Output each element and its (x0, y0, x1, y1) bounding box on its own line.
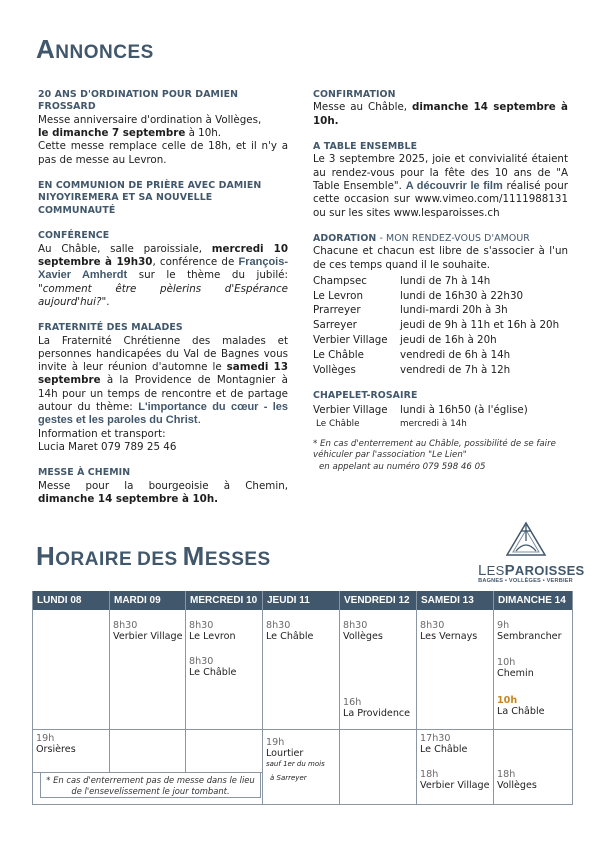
mass-schedule-table (32, 591, 573, 805)
ordination-title: 20 ANS D'ORDINATION POUR DAMIEN FROSSARD (38, 89, 239, 113)
col-jeudi: JEUDI 11 (267, 595, 310, 606)
schedule-footnote: * En cas d'enterrement pas de messe dans le lieu de l'ensevelissement le jour tombant. (40, 772, 261, 798)
jeudi-mass-evening: 19h Lourtier sauf 1er du mois à Sarreyer (266, 737, 325, 782)
mardi-mass-1: 8h30 Verbier Village (113, 620, 183, 643)
logo-name: LESPAROISSES (478, 562, 585, 579)
adoration-time: jeudi de 9h à 11h et 16h à 20h (400, 319, 560, 332)
conference-title: CONFÉRENCE (38, 230, 110, 242)
left-column (38, 89, 288, 506)
col-mardi: MARDI 09 (114, 595, 161, 606)
adoration-time: lundi de 16h30 à 22h30 (400, 289, 524, 302)
adoration-time: lundi-mardi 20h à 3h (400, 304, 508, 317)
fraternite-text: La Fraternité Chrétienne des malades et personnes handicapées du Val de Bagnes vous invite à leur réunion d'automne le samedi 13 septembre à la Providence de Montagnier à 14h pour un temps de rencontre et de partage autour du thème: L'importance du cœur - les gestes et les paroles du Christ. Information et transport: Lucia Maret 079 789 25 46 (38, 334, 288, 453)
adoration-place: Champsec (313, 274, 367, 287)
logo-subtitle: BAGNES • VOLLÈGES • VERBIER (478, 578, 573, 584)
communion-title: EN COMMUNION DE PRIÈRE AVEC DAMIEN NIYOYIREMERA ET SA NOUVELLE COMMUNAUTÉ (38, 180, 262, 216)
adoration-intro: Chacune et chacun est libre de s'associer à l'un de ces temps quand il le souhaite. (313, 245, 568, 271)
adoration-place: Le Levron (313, 289, 363, 302)
vendredi-mass-1: 8h30 Vollèges (343, 620, 383, 643)
col-dimanche: DIMANCHE 14 (498, 595, 566, 606)
adoration-time: vendredi de 6h à 14h (400, 348, 511, 361)
samedi-mass-1: 8h30 Les Vernays (420, 620, 478, 643)
horaire-title: HORAIRE DES MESSES (36, 541, 271, 571)
adoration-title: ADORATION - MON RENDEZ-VOUS D'AMOUR (313, 232, 530, 244)
conference-speaker-link[interactable]: François-Xavier Amherdt (38, 255, 288, 282)
vendredi-mass-2: 16h La Providence (343, 697, 411, 720)
adoration-place: Prarreyer (313, 304, 361, 317)
adoration-place: Sarreyer (313, 319, 357, 332)
confirmation-text: Messe au Châble, dimanche 14 septembre à 10h. (313, 101, 568, 127)
col-samedi: SAMEDI 13 (421, 595, 474, 606)
mercredi-mass-2: 8h30 Le Châble (189, 656, 237, 679)
col-vendredi: VENDREDI 12 (344, 595, 410, 606)
les-paroisses-logo (478, 521, 585, 584)
dimanche-mass-evening: 18h Vollèges (497, 769, 537, 792)
adoration-place: Vollèges (313, 363, 356, 376)
adoration-place: Verbier Village (313, 334, 388, 347)
paroisses-emblem-icon (504, 521, 548, 559)
fraternite-title: FRATERNITÉ DES MALADES (38, 322, 183, 334)
table-header (32, 591, 573, 610)
mercredi-mass-1: 8h30 Le Levron (189, 620, 236, 643)
chemin-title: MESSE À CHEMIN (38, 467, 131, 479)
col-lundi: LUNDI 08 (37, 595, 82, 606)
adoration-time: lundi de 7h à 14h (400, 274, 491, 287)
chapelet-note: * En cas d'enterrement au Châble, possibilité de se faire véhiculer par l'association "Le Lien" en appelant au numéro 079 598 46 05 (313, 438, 556, 472)
lundi-mass-evening: 19h Orsières (36, 733, 76, 756)
confirmation-title: CONFIRMATION (313, 89, 396, 100)
right-column (313, 89, 568, 473)
adoration-time: jeudi de 16h à 20h (400, 334, 497, 347)
adoration-place: Le Châble (313, 348, 364, 361)
dimanche-mass-2: 10h Chemin (497, 657, 534, 680)
fraternite-theme-link[interactable]: L'importance du cœur - les gestes et les paroles du Christ (38, 401, 288, 427)
table-ensemble-title: A TABLE ENSEMBLE (313, 141, 418, 152)
chapelet-title: CHAPELET-ROSAIRE (313, 389, 418, 401)
chemin-text: Messe pour la bourgeoisie à Chemin, dimanche 14 septembre à 10h. (38, 479, 288, 505)
jeudi-mass-1: 8h30 Le Châble (266, 620, 314, 643)
film-link[interactable]: A découvrir le film (405, 180, 503, 192)
samedi-mass-evening-2: 18h Verbier Village (420, 769, 490, 792)
table-ensemble-text: Le 3 septembre 2025, joie et convivialité étaient au rendez-vous pour la fête des 10 ans de "A Table Ensemble". A découvrir le film réalisé pour cette occasion sur www.vimeo.com/1111988131 ou sur les sites www.lesparoisses.ch (313, 153, 568, 219)
chapelet-schedule: Verbier Village lundi à 16h50 (à l'église) Le Châble mercredi à 14h (313, 404, 528, 429)
samedi-mass-evening-1: 17h30 Le Châble (420, 733, 468, 756)
adoration-schedule (313, 275, 568, 377)
dimanche-mass-1: 9h Sembrancher (497, 620, 562, 643)
dimanche-mass-3: 10h La Châble (497, 695, 545, 718)
ordination-text: Messe anniversaire d'ordination à Vollèges, le dimanche 7 septembre à 10h. Cette messe remplace celle de 18h, et il n'y a pas de messe au Levron. (38, 113, 288, 166)
col-mercredi: MERCREDI 10 (190, 595, 258, 606)
conference-text: Au Châble, salle paroissiale, mercredi 10 septembre à 19h30, conférence de François-Xavier Amherdt sur le thème du jubilé: "comment être pèlerins d'Espérance aujourd'hui?". (38, 242, 288, 308)
annonces-title: ANNONCES (36, 34, 154, 64)
adoration-time: vendredi de 7h à 12h (400, 363, 511, 376)
